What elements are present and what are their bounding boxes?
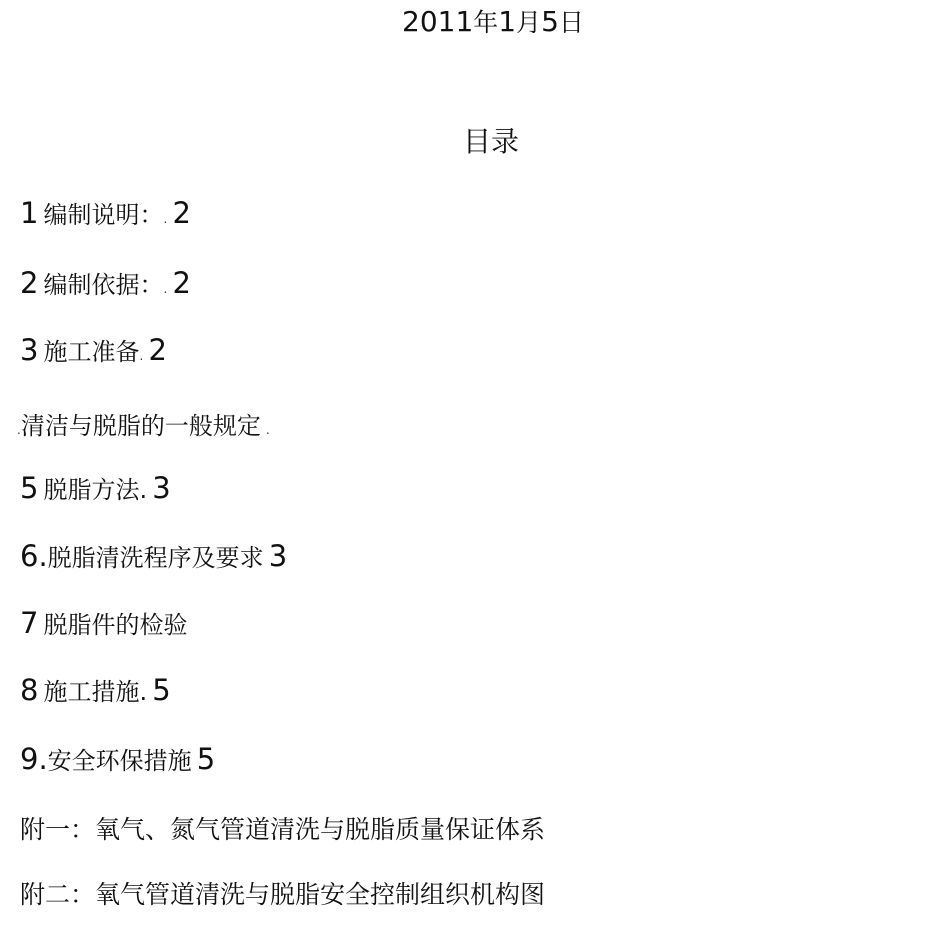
toc-entry-page: 2 — [148, 333, 167, 367]
toc-entry-title: 脱脂清洗程序及要求 — [47, 544, 264, 572]
date-month: 1 — [498, 5, 517, 38]
toc-appendix-entry[interactable] — [20, 877, 545, 913]
toc-entry[interactable] — [20, 538, 287, 574]
toc-entry-number: 8 — [20, 673, 39, 707]
toc-entry-page: 2 — [172, 266, 191, 300]
toc-entry[interactable] — [20, 672, 171, 708]
toc-entry-leader: . — [163, 282, 168, 296]
date-day: 5 — [541, 5, 559, 38]
toc-entry-leader: . — [139, 349, 144, 363]
date-year: 2011 — [402, 5, 474, 38]
toc-entry-leader: . — [139, 678, 148, 706]
toc-entry-title: 安全环保措施 — [47, 747, 192, 775]
toc-appendix-title: 附一：氧气、氮气管道清洗与脱脂质量保证体系 — [20, 815, 546, 844]
toc-entry-page: 2 — [172, 196, 191, 230]
toc-appendix-entry[interactable] — [20, 812, 545, 848]
toc-entry-leader: . — [139, 476, 148, 504]
toc-entry-title: 脱脂方法 — [43, 476, 140, 504]
toc-entry-leader: . — [265, 423, 270, 437]
toc-appendix-title: 附二：氧气管道清洗与脱脂安全控制组织机构图 — [20, 880, 546, 909]
toc-entry[interactable] — [20, 741, 215, 777]
toc-entry[interactable] — [20, 195, 191, 231]
toc-entry-number: 6. — [20, 539, 48, 573]
toc-entry-page: 3 — [268, 539, 288, 573]
toc-entry[interactable] — [20, 605, 188, 641]
toc-entry-number: 3 — [20, 333, 39, 367]
toc-entry-title: 脱脂件的检验 — [43, 611, 188, 639]
toc-entry[interactable] — [20, 265, 191, 301]
toc-entry[interactable] — [20, 470, 171, 506]
toc-entry[interactable] — [17, 408, 270, 444]
toc-entry-leader: . — [163, 212, 168, 226]
toc-entry-number: 7 — [20, 606, 39, 640]
toc-entry[interactable] — [20, 332, 167, 368]
toc-entry-leader: . — [17, 423, 21, 437]
toc-entry-number: 5 — [20, 471, 39, 505]
toc-entry-title: 清洁与脱脂的一般规定 — [20, 412, 261, 440]
toc-entry-title: 施工准备 — [43, 338, 140, 366]
document-date — [0, 2, 950, 43]
date-month-unit: 月 — [516, 8, 542, 37]
date-year-unit: 年 — [473, 8, 499, 37]
toc-entry-title: 施工措施 — [43, 678, 140, 706]
toc-title: 目录 — [462, 125, 519, 158]
toc-entry-page: 5 — [152, 673, 171, 707]
toc-entry-number: 2 — [20, 266, 39, 300]
date-day-unit: 日 — [558, 8, 584, 37]
toc-entry-number: 1 — [20, 196, 39, 230]
toc-entry-title: 编制说明： — [43, 201, 164, 229]
toc-entry-page: 5 — [196, 742, 216, 776]
toc-entry-number: 9. — [20, 742, 48, 776]
toc-entry-title: 编制依据： — [43, 271, 164, 299]
toc-entry-page: 3 — [152, 471, 171, 505]
